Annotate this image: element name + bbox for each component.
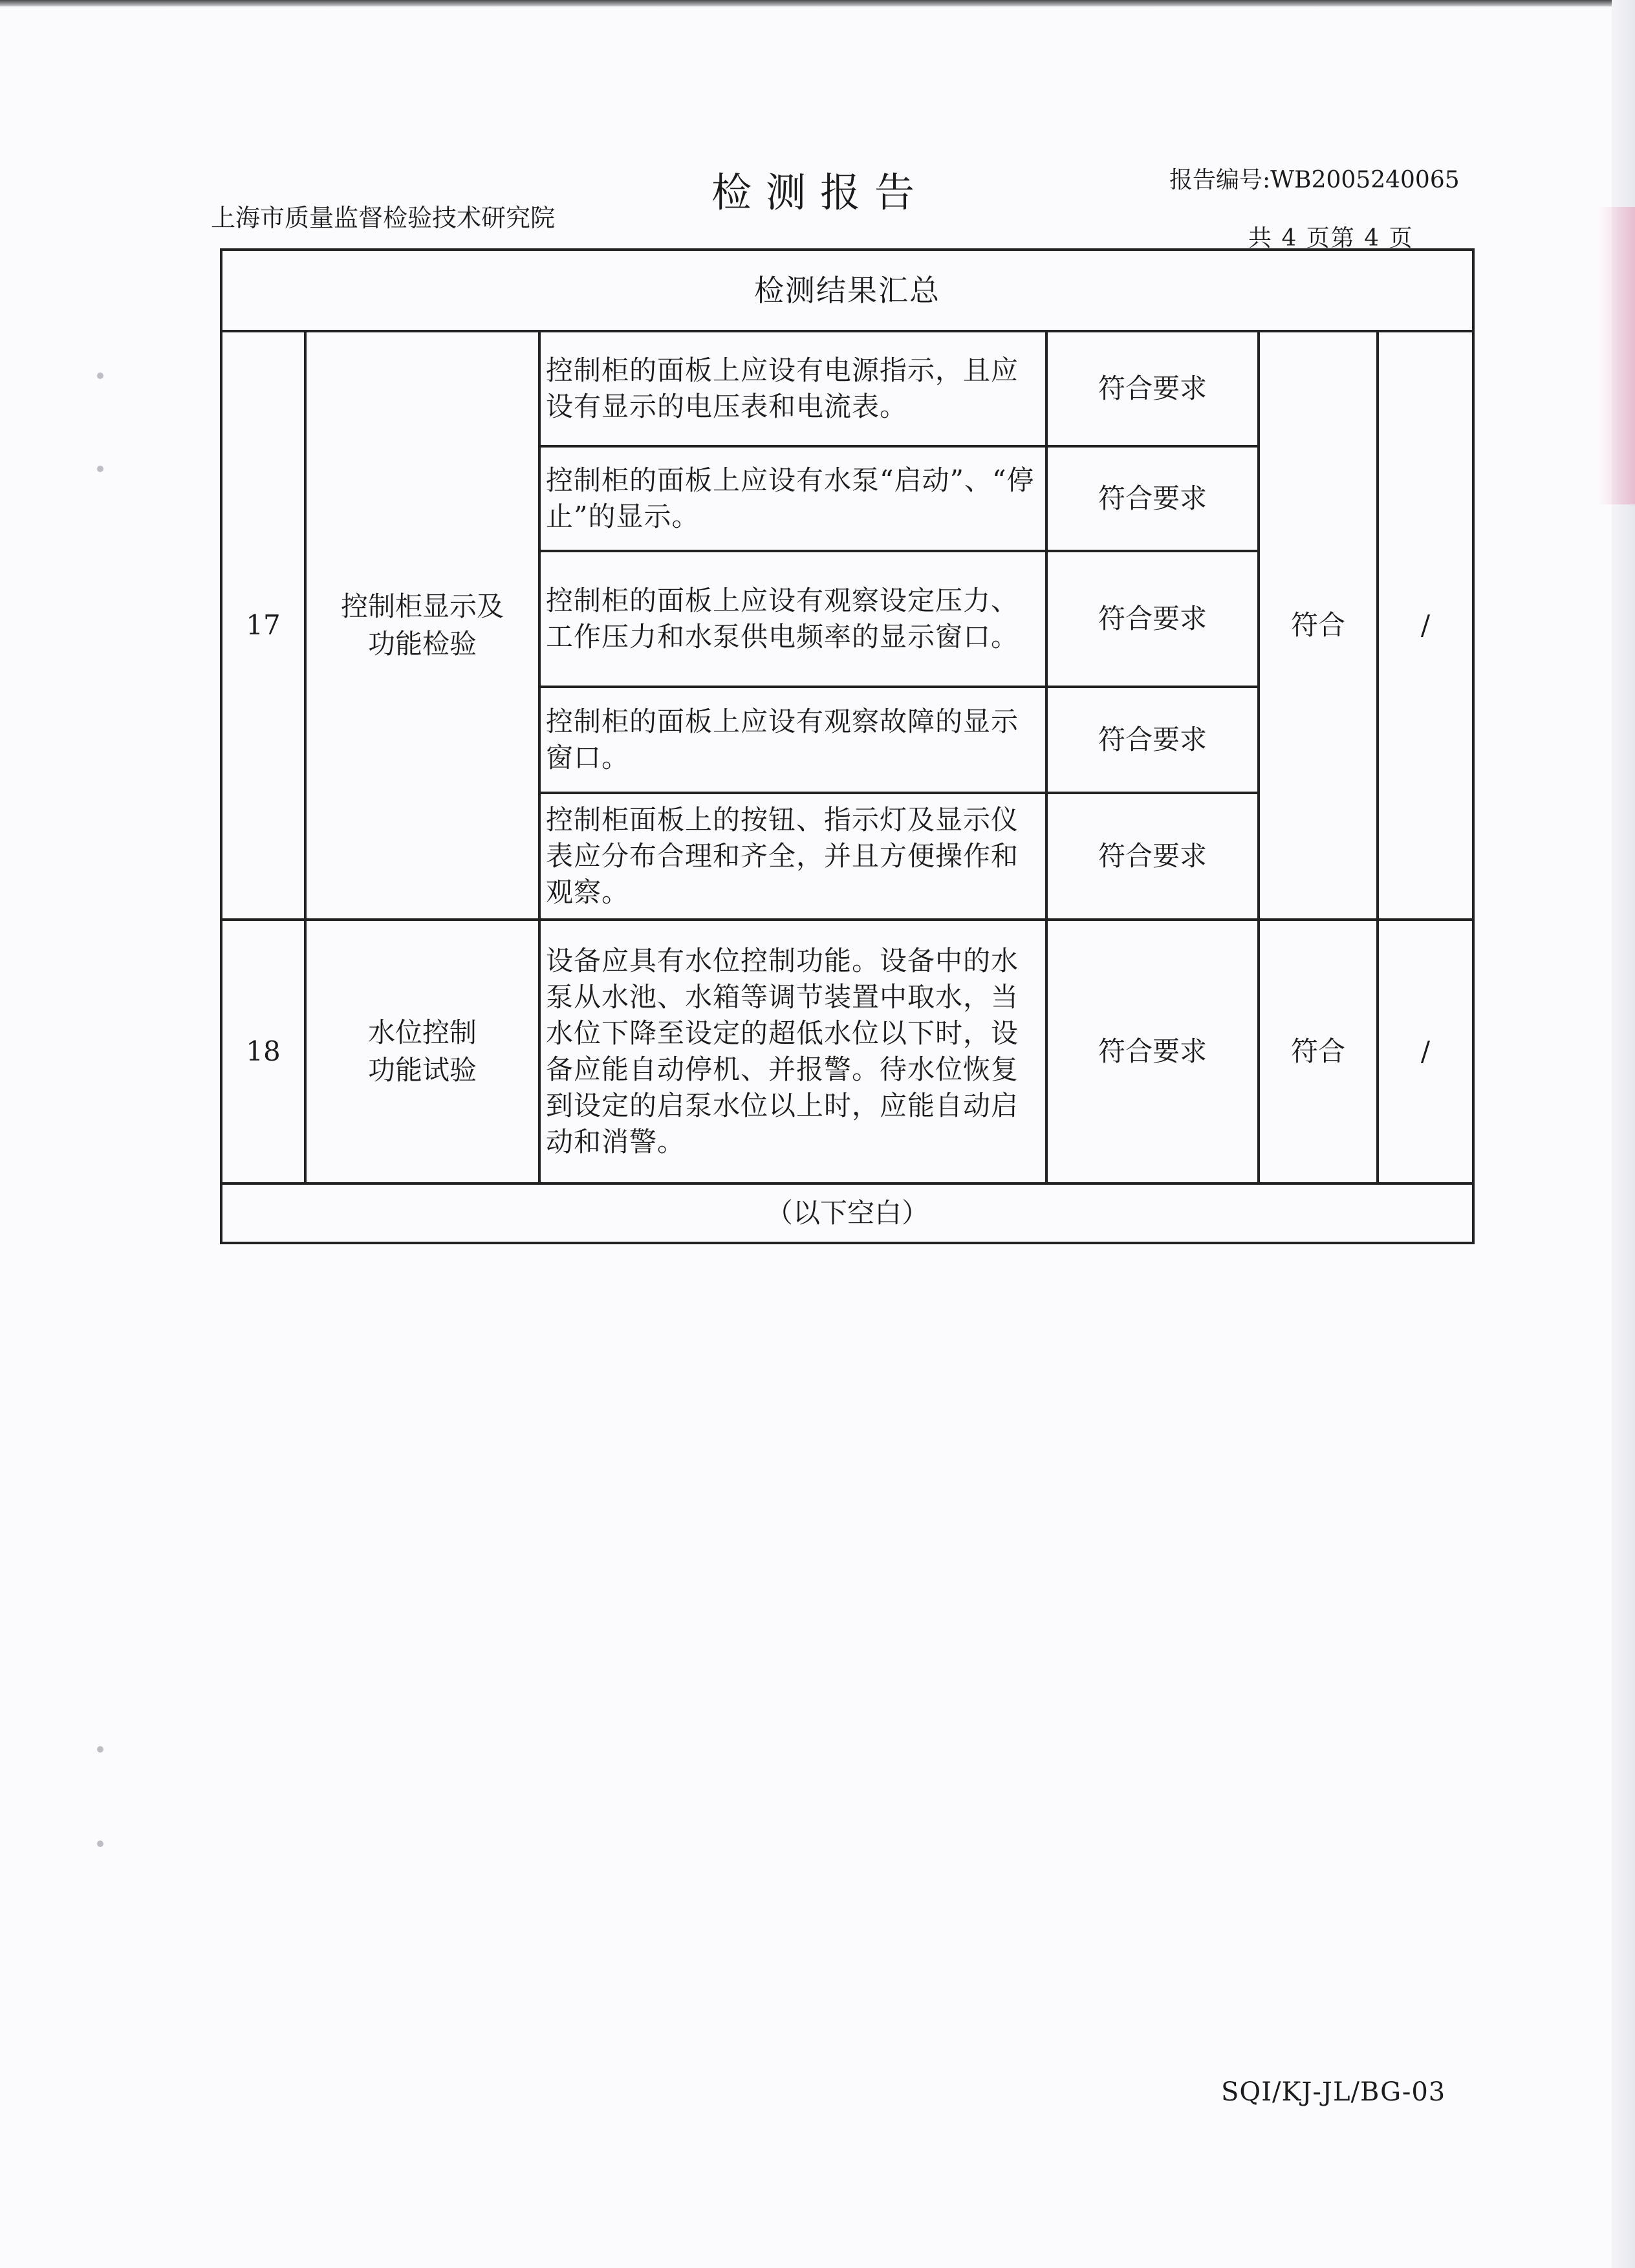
requirement-result: 符合要求: [1098, 373, 1207, 404]
section-title: 检测结果汇总: [754, 273, 940, 308]
paper-top-edge: [0, 0, 1635, 6]
punch-hole: [97, 373, 103, 379]
requirement-result: 符合要求: [1098, 1035, 1207, 1067]
item-number: 17: [246, 609, 281, 641]
requirement-result: 符合要求: [1098, 840, 1207, 872]
document-title: 检测报告: [711, 169, 929, 216]
requirement-result: 符合要求: [1098, 724, 1207, 755]
item-remark: /: [1420, 1035, 1431, 1067]
seal-stamp-fragment: [1597, 207, 1635, 504]
item-name: 控制柜显示及功能检验: [340, 590, 504, 660]
requirement-text: 控制柜的面板上应设有水泵“启动”、“停止”的显示。: [546, 464, 1035, 532]
item-conclusion: 符合: [1290, 1035, 1345, 1067]
punch-hole: [97, 1746, 103, 1753]
requirement-text: 控制柜面板上的按钮、指示灯及显示仪表应分布合理和齐全，并且方便操作和观察。: [546, 804, 1019, 908]
item-conclusion: 符合: [1290, 609, 1345, 641]
results-summary-table: [220, 248, 1475, 1244]
item-remark: /: [1420, 609, 1431, 641]
requirement-result: 符合要求: [1098, 482, 1207, 514]
organization-name: 上海市质量监督检验技术研究院: [211, 204, 556, 232]
requirement-text: 控制柜的面板上应设有观察故障的显示窗口。: [546, 706, 1019, 773]
punch-hole: [97, 1841, 103, 1847]
requirement-text: 设备应具有水位控制功能。设备中的水泵从水池、水箱等调节装置中取水，当水位下降至设定的超低水位以下时，设备应能自动停机、并报警。待水位恢复到设定的启泵水位以上时，应能自动启动和消警。: [546, 945, 1019, 1158]
blank-below-note: （以下空白）: [765, 1197, 929, 1229]
report-number: 报告编号:WB2005240065: [1169, 167, 1460, 193]
punch-hole: [97, 466, 103, 472]
requirement-text: 控制柜的面板上应设有观察设定压力、工作压力和水泵供电频率的显示窗口。: [546, 585, 1019, 653]
item-number: 18: [246, 1035, 281, 1067]
form-code: SQI/KJ-JL/BG-03: [1221, 2077, 1446, 2107]
item-name: 水位控制功能试验: [367, 1017, 477, 1086]
page-info: 共 4 页第 4 页: [1248, 225, 1414, 252]
requirement-text: 控制柜的面板上应设有电源指示，且应设有显示的电压表和电流表。: [546, 354, 1019, 422]
requirement-result: 符合要求: [1098, 603, 1207, 634]
